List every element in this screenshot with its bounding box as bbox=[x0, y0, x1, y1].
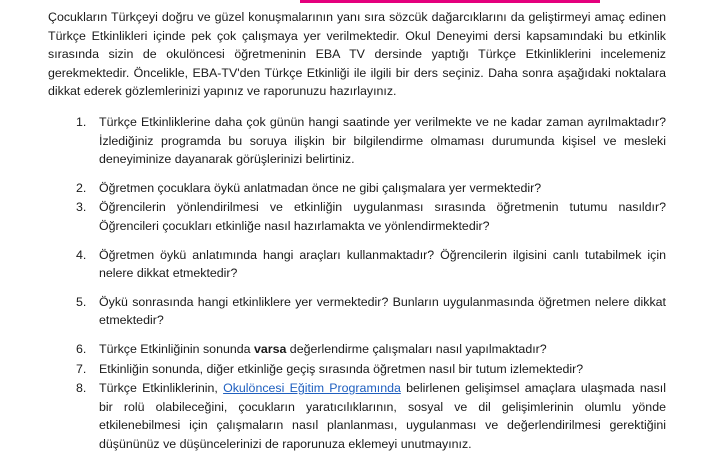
item-text-end: değerlendirme çalışmaları nasıl yapılmaktadır? bbox=[286, 341, 547, 356]
list-item bbox=[48, 246, 666, 283]
item-text: Öğrencilerin yönlendirilmesi ve etkinliğin uygulanması sırasında öğretmenin tutumu nasıldır? Öğrencileri çocukları etkinliğe nasıl hazırlamakta ve yönlendirmektedir? bbox=[99, 200, 666, 233]
item-number: 7. bbox=[76, 361, 87, 376]
list-item bbox=[48, 340, 666, 359]
item-text-start: Türkçe Etkinliklerinin, bbox=[99, 381, 224, 396]
document-body bbox=[48, 8, 666, 454]
item-number: 2. bbox=[76, 180, 87, 195]
item-number: 4. bbox=[76, 247, 87, 262]
list-item bbox=[48, 379, 666, 453]
item-text-end: belirlenen gelişimsel amaçlara ulaşmada nasıl bir rolü olabileceğini, çocukların yaratıcılıklarının, sosyal ve dil gelişimlerinin olumlu yönde etkilenebilmesi için çalışmaların nasıl planlanması, uygulanması ve değerlendirilmesi gerektiğini düşününüz ve düşüncelerinizi de raporunuza eklemeyi unutmayınız. bbox=[99, 381, 667, 451]
question-list bbox=[48, 113, 666, 454]
list-item bbox=[48, 293, 666, 330]
program-link[interactable]: Okulöncesi Eğitim Programında bbox=[223, 381, 401, 396]
emphasis-word: varsa bbox=[253, 341, 287, 356]
header-accent-bar bbox=[300, 0, 600, 3]
list-item bbox=[48, 360, 666, 379]
item-number: 5. bbox=[76, 294, 87, 309]
intro-paragraph: Çocukların Türkçeyi doğru ve güzel konuşmalarının yanı sıra sözcük dağarcıklarını da geliştirmeyi amaç edinen Türkçe Etkinlikleri içinde pek çok çalışmaya yer verilmektedir. Okul Deneyimi dersi kapsamındaki bu etkinlik sırasında sizin de okulöncesi öğretmeninin EBA TV dersinde yaptığı Türkçe Etkinliklerini incelemeniz gerekmektedir. Öncelikle, EBA-TV'den Türkçe Etkinliği ile ilgili bir ders seçiniz. Daha sonra aşağıdaki noktalara dikkat ederek gözlemlerinizi yapınız ve raporunuzu hazırlayınız. bbox=[48, 10, 666, 99]
item-number: 6. bbox=[76, 341, 87, 356]
item-text: Öğretmen öykü anlatımında hangi araçları kullanmaktadır? Öğrencilerin ilgisini canlı tutabilmek için nelere dikkat etmektedir? bbox=[99, 247, 666, 281]
item-text: Türkçe Etkinliklerine daha çok günün hangi saatinde yer verilmekte ve ne kadar zaman ayrılmaktadır? İzlediğiniz programda bu soruya ilişkin bir bilgilendirme olmaması durumunda kişisel ve mesleki deneyiminize dayanarak görüşlerinizi belirtiniz. bbox=[99, 114, 666, 167]
item-number: 1. bbox=[76, 114, 87, 129]
item-text: Etkinliğin sonunda, diğer etkinliğe geçiş sırasında öğretmen nasıl bir tutum izlemektedir? bbox=[99, 361, 584, 376]
list-item bbox=[48, 179, 666, 198]
item-text: Öğretmen çocuklara öykü anlatmadan önce ne gibi çalışmalara yer vermektedir? bbox=[99, 180, 542, 195]
item-text: Öykü sonrasında hangi etkinliklere yer vermektedir? Bunların uygulanmasında öğretmen nelere dikkat etmektedir? bbox=[99, 294, 666, 328]
item-text-start: Türkçe Etkinliğinin sonunda bbox=[99, 341, 254, 356]
item-number: 8. bbox=[76, 381, 87, 396]
item-number: 3. bbox=[76, 200, 87, 215]
list-item bbox=[48, 198, 666, 235]
list-item bbox=[48, 113, 666, 169]
